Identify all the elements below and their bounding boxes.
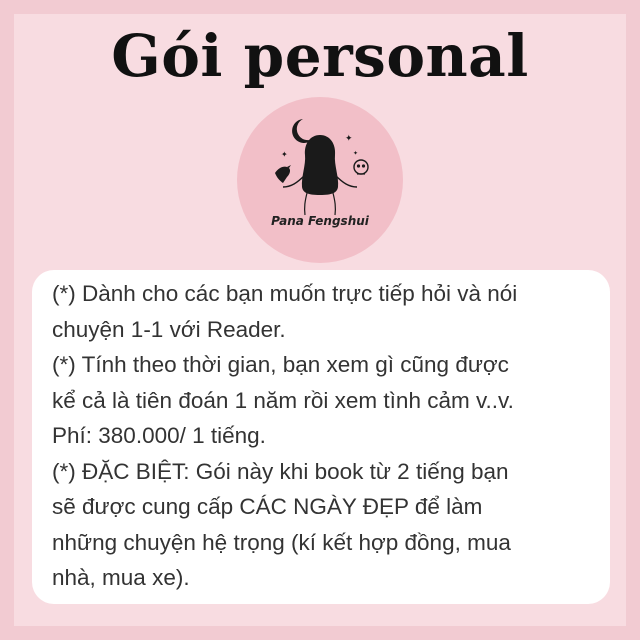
- svg-text:✦: ✦: [345, 134, 353, 144]
- info-line: kể cả là tiên đoán 1 năm rồi xem tình cảm v..v.: [52, 387, 514, 413]
- svg-text:✦: ✦: [281, 150, 288, 159]
- svg-text:✦: ✦: [353, 150, 359, 157]
- info-card: [32, 270, 610, 604]
- brand-logo: [237, 97, 403, 263]
- info-line: (*) ĐẶC BIỆT: Gói này khi book từ 2 tiếng bạn: [52, 458, 509, 484]
- info-line: nhà, mua xe).: [52, 565, 190, 590]
- brand-name: Pana Fengshui: [271, 214, 369, 228]
- info-line: (*) Dành cho các bạn muốn trực tiếp hỏi và nói: [52, 281, 518, 306]
- witch-illustration-icon: [237, 97, 403, 263]
- price-line: Phí: 380.000/ 1 tiếng.: [52, 423, 266, 448]
- page-title: Gói personal: [111, 22, 529, 90]
- info-line: chuyện 1-1 với Reader.: [52, 316, 286, 342]
- info-line: sẽ được cung cấp CÁC NGÀY ĐẸP để làm: [52, 494, 483, 519]
- info-line: (*) Tính theo thời gian, bạn xem gì cũng được: [52, 352, 509, 377]
- info-line: những chuyện hệ trọng (kí kết hợp đồng, mua: [52, 529, 511, 555]
